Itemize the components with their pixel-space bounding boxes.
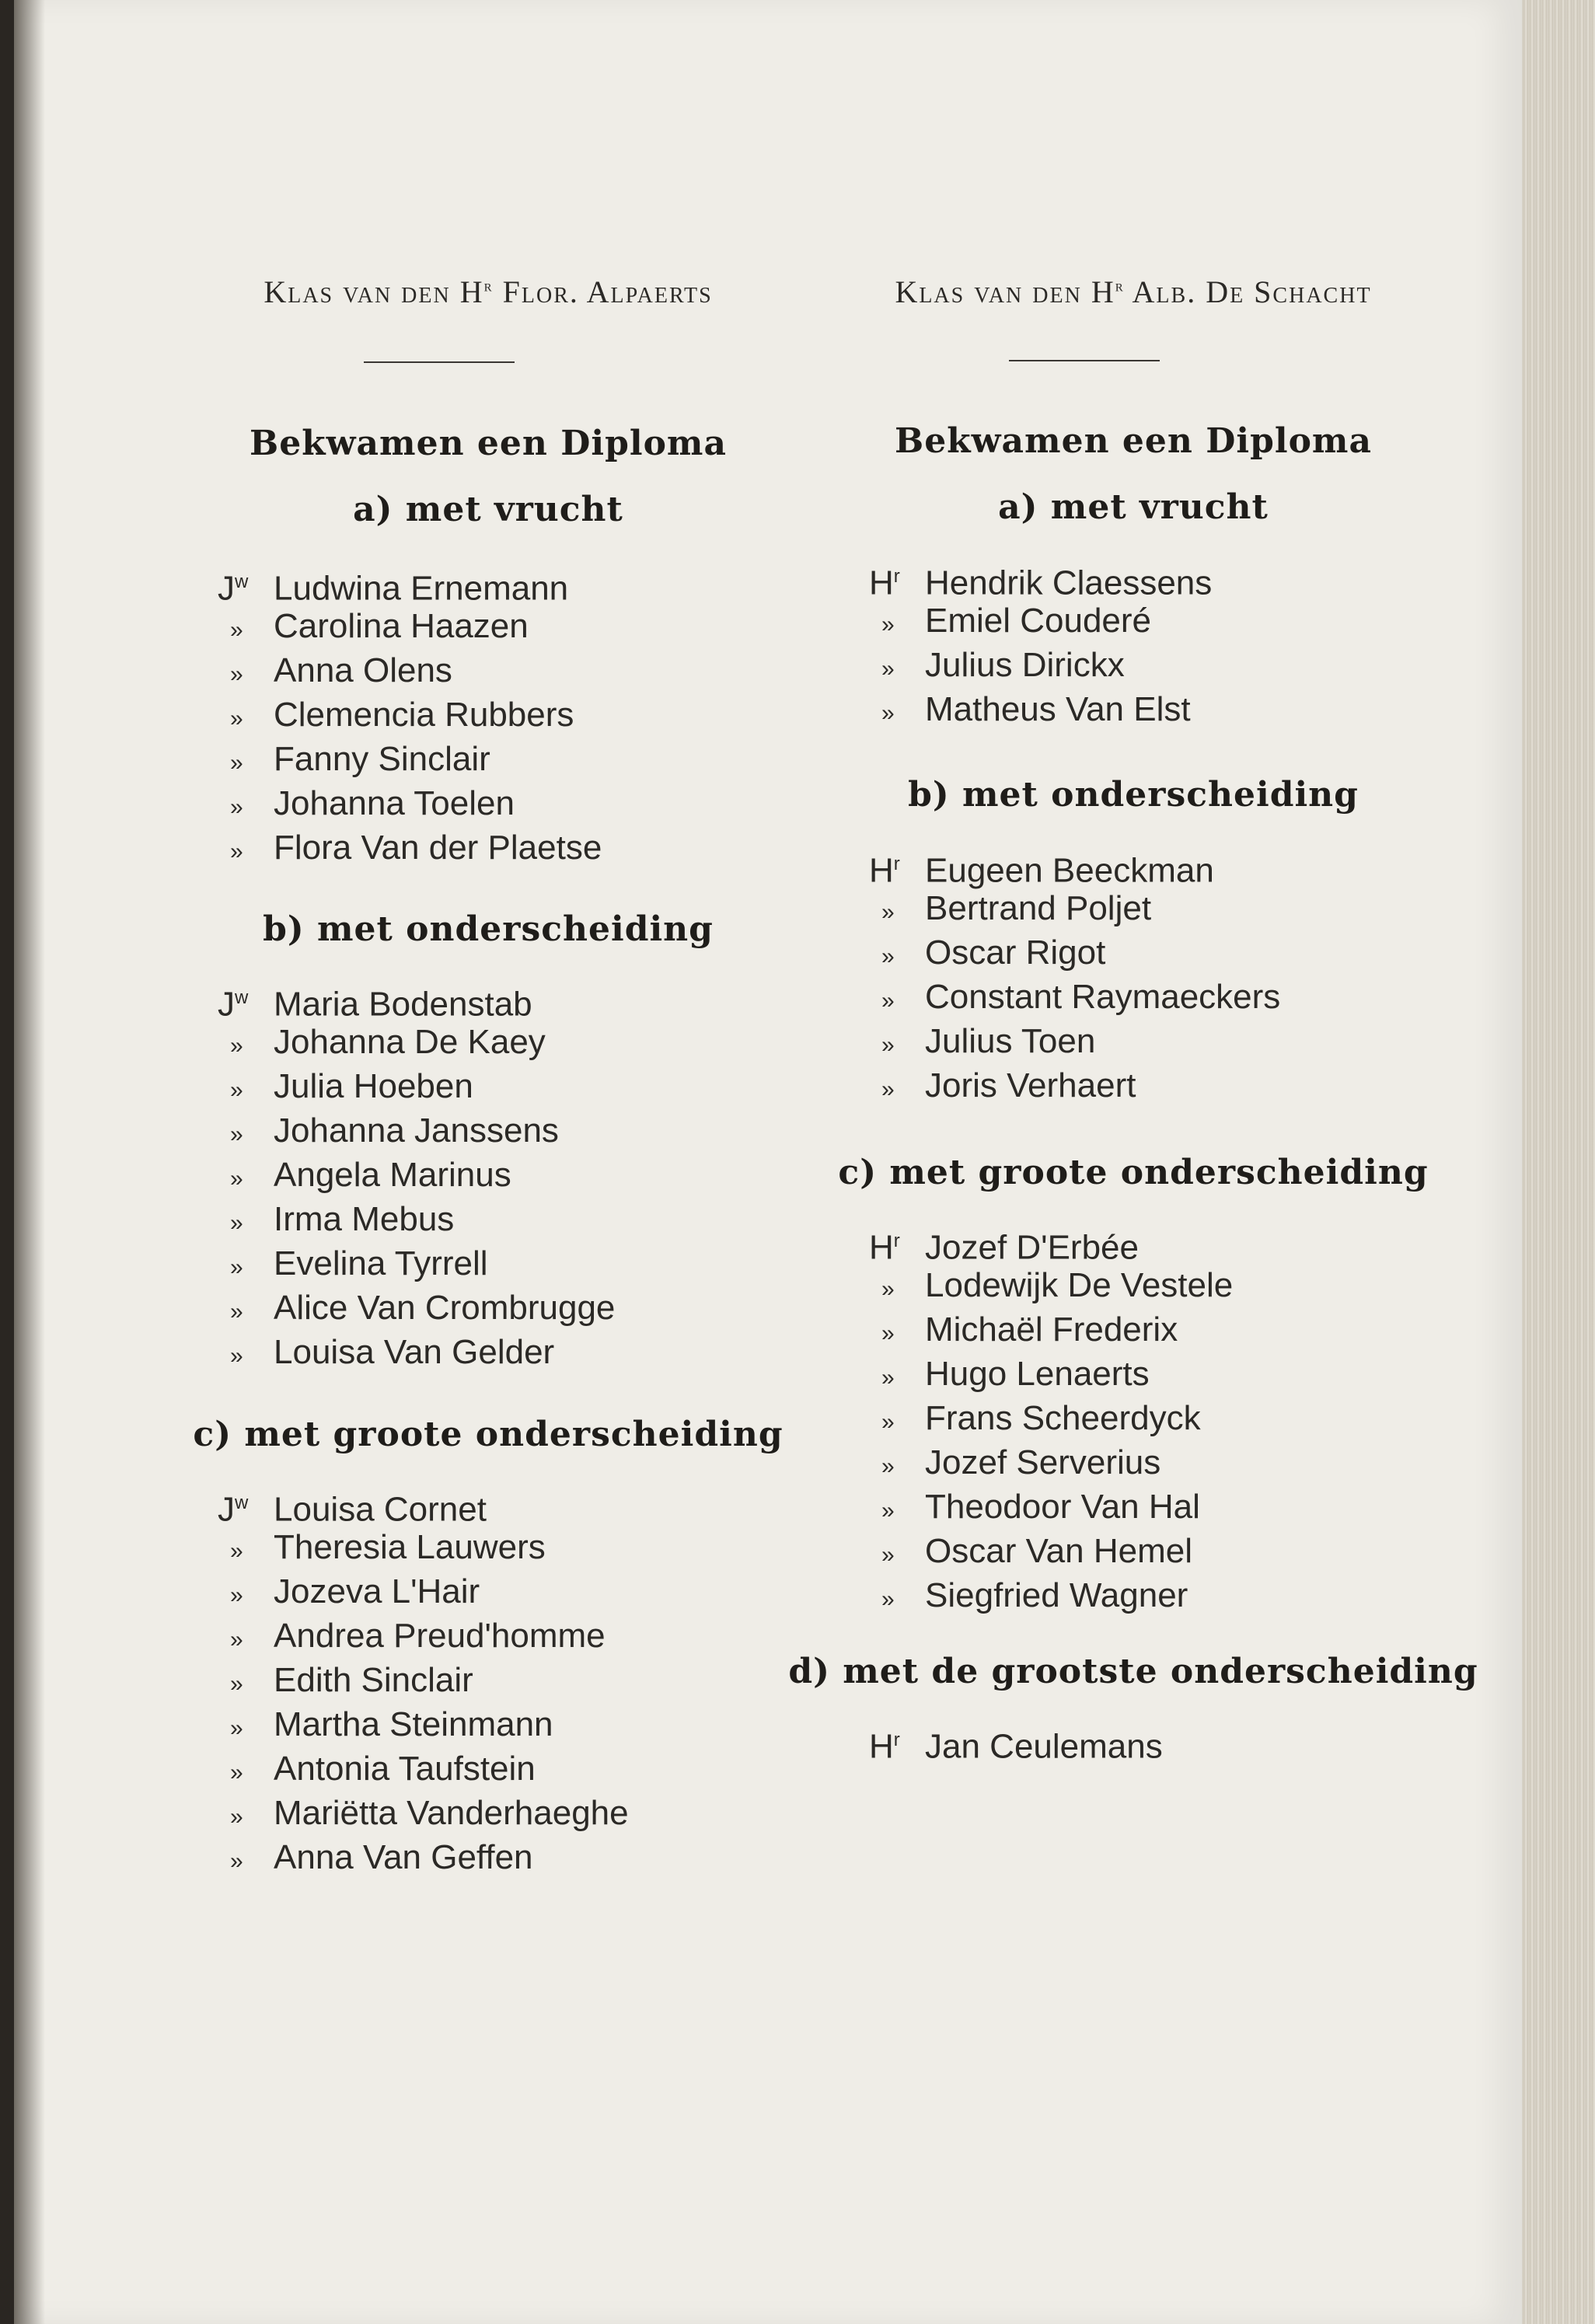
section-label: b) met onderscheiding [908,775,1359,815]
prefix-sup: w [235,1492,249,1513]
person-name: Mariëtta Vanderhaeghe [274,1794,629,1832]
ditto-mark: » [881,1586,895,1612]
ditto-mark: » [881,1276,895,1302]
list-item [869,1573,1188,1621]
list-item [218,975,532,1027]
section-label: d) met de grootste onderscheiding [788,1652,1478,1691]
list-item [869,975,1280,1023]
person-name: Andrea Preud'homme [274,1617,606,1655]
list-item [218,1525,546,1573]
section-label: c) met groote onderscheiding [193,1415,784,1454]
list-item [218,1569,480,1617]
ditto-mark: » [230,1538,243,1564]
section-label: a) met vrucht [998,487,1269,527]
person-name: Clemencia Rubbers [274,696,574,734]
class-title-right [776,274,1491,310]
list-item [218,1614,606,1662]
ditto-mark: » [230,794,243,820]
diploma-heading: Bekwamen een Diploma [895,421,1372,461]
person-name: Carolina Haazen [274,607,529,645]
list-item [218,1791,629,1839]
person-name: Frans Scheerdyck [925,1399,1201,1437]
list-item [218,1746,536,1795]
list-item [218,781,515,829]
list-item [869,1529,1192,1577]
person-name: Julius Dirickx [925,646,1125,684]
person-name: Evelina Tyrrell [274,1244,488,1282]
section-label: c) met groote onderscheiding [838,1153,1429,1192]
ditto-mark: » [230,1210,243,1236]
list-item [869,1307,1178,1356]
ditto-mark: » [230,1715,243,1741]
person-name: Hendrik Claessens [925,564,1213,602]
book-page [14,0,1522,2324]
prefix-letter: H [869,851,894,890]
divider-rule [1009,360,1160,361]
list-item [869,1219,1139,1270]
ditto-mark: » [881,1409,895,1435]
list-item [869,1263,1233,1311]
list-item [869,1718,1163,1769]
list-item [869,886,1151,934]
ditto-mark: » [881,612,895,637]
prefix-letter: J [218,569,235,608]
ditto-mark: » [230,1254,243,1280]
title-prefix [218,1481,274,1532]
person-name: Johanna De Kaey [274,1023,546,1061]
list-item [869,643,1125,691]
ditto-mark: » [230,1343,243,1369]
diploma-heading: Bekwamen een Diploma [250,424,727,463]
list-item [218,1108,559,1157]
ditto-mark: » [230,1166,243,1192]
class-title-text: Klas van den H [264,274,484,309]
list-item [869,687,1191,735]
list-item [218,737,490,785]
person-name: Bertrand Poljet [925,889,1152,927]
list-item [218,560,568,611]
person-name: Jan Ceulemans [925,1727,1163,1766]
person-name: Jozeva L'Hair [274,1572,480,1610]
ditto-mark: » [230,1077,243,1103]
list-item [218,1241,488,1289]
title-prefix [218,560,274,611]
person-name: Julius Toen [925,1022,1096,1060]
person-name: Flora Van der Plaetse [274,829,602,867]
list-item [869,554,1212,605]
prefix-letter: H [869,564,894,602]
ditto-mark: » [881,700,895,726]
ditto-mark: » [230,617,243,643]
ditto-mark: » [881,656,895,682]
list-item [218,1020,546,1068]
person-name: Emiel Couderé [925,602,1152,640]
ditto-mark: » [230,1627,243,1652]
person-name: Theresia Lauwers [274,1528,546,1566]
ditto-mark: » [881,1453,895,1479]
prefix-letter: H [869,1727,894,1766]
person-name: Irma Mebus [274,1200,455,1238]
ditto-mark: » [230,706,243,731]
title-prefix [869,1718,925,1769]
ditto-mark: » [230,1848,243,1874]
ditto-mark: » [881,1077,895,1102]
ditto-mark: » [230,1299,243,1324]
divider-rule [364,361,515,363]
person-name: Maria Bodenstab [274,985,532,1024]
list-item [869,1063,1136,1111]
list-item [869,930,1105,979]
person-name: Hugo Lenaerts [925,1355,1150,1393]
ditto-mark: » [230,750,243,776]
prefix-letter: H [869,1228,894,1267]
person-name: Joris Verhaert [925,1066,1136,1104]
list-item [218,1064,473,1112]
ditto-mark: » [230,1671,243,1697]
ditto-mark: » [881,1321,895,1346]
ditto-mark: » [230,1760,243,1785]
prefix-sup: r [893,1230,900,1251]
person-name: Anna Olens [274,651,452,689]
ditto-mark: » [230,839,243,864]
prefix-sup: r [893,853,900,874]
person-name: Johanna Janssens [274,1111,559,1150]
prefix-letter: J [218,1490,235,1529]
ditto-mark: » [230,1033,243,1059]
list-item [218,1330,554,1378]
person-name: Alice Van Crombrugge [274,1289,616,1327]
person-name: Lodewijk De Vestele [925,1266,1234,1304]
ditto-mark: » [230,661,243,687]
list-item [218,1658,473,1706]
person-name: Martha Steinmann [274,1705,553,1743]
person-name: Anna Van Geffen [274,1838,533,1876]
class-title-rest: Flor. Alpaerts [493,274,713,309]
list-item [869,598,1151,647]
list-item [218,1702,553,1750]
ditto-mark: » [230,1804,243,1830]
person-name: Edith Sinclair [274,1661,473,1699]
section-label: b) met onderscheiding [263,909,714,949]
class-title-text: Klas van den H [895,274,1115,309]
list-item [218,1153,511,1201]
title-prefix [869,554,925,605]
list-item [869,1440,1160,1488]
person-name: Jozef Serverius [925,1443,1161,1481]
list-item [218,825,602,874]
person-name: Antonia Taufstein [274,1750,536,1788]
title-prefix [218,975,274,1027]
class-title-sup: r [1115,275,1125,295]
list-item [869,842,1214,893]
list-item [869,1019,1095,1067]
person-name: Louisa Cornet [274,1490,487,1529]
person-name: Siegfried Wagner [925,1576,1188,1614]
class-title-rest: Alb. De Schacht [1124,274,1372,309]
person-name: Oscar Rigot [925,933,1106,972]
prefix-letter: J [218,985,235,1024]
page-edges [1522,0,1595,2324]
title-prefix [869,1219,925,1270]
person-name: Fanny Sinclair [274,740,490,778]
person-name: Johanna Toelen [274,784,515,822]
gutter-shadow [14,0,45,2324]
ditto-mark: » [881,899,895,925]
list-item [869,1352,1150,1400]
list-item [218,1835,533,1883]
person-name: Oscar Van Hemel [925,1532,1192,1570]
list-item [869,1396,1201,1444]
section-label: a) met vrucht [353,490,623,529]
person-name: Constant Raymaeckers [925,978,1281,1016]
ditto-mark: » [881,1365,895,1391]
class-title-left [131,274,846,310]
person-name: Julia Hoeben [274,1067,473,1105]
list-item [218,693,574,741]
ditto-mark: » [881,1032,895,1058]
prefix-sup: r [893,566,900,587]
ditto-mark: » [881,1542,895,1568]
list-item [869,1485,1200,1533]
prefix-sup: w [235,987,249,1008]
list-item [218,1286,615,1334]
person-name: Matheus Van Elst [925,690,1191,728]
person-name: Louisa Van Gelder [274,1333,555,1371]
ditto-mark: » [881,1498,895,1523]
ditto-mark: » [881,944,895,969]
list-item [218,648,452,696]
class-title-sup: r [483,275,494,295]
list-item [218,604,529,652]
ditto-mark: » [230,1122,243,1147]
list-item [218,1197,454,1245]
ditto-mark: » [230,1582,243,1608]
person-name: Theodoor Van Hal [925,1488,1200,1526]
list-item [218,1481,487,1532]
person-name: Eugeen Beeckman [925,851,1214,890]
person-name: Angela Marinus [274,1156,511,1194]
prefix-sup: r [893,1729,900,1750]
ditto-mark: » [881,988,895,1014]
person-name: Jozef D'Erbée [925,1228,1139,1267]
person-name: Ludwina Ernemann [274,569,569,608]
title-prefix [869,842,925,893]
prefix-sup: w [235,571,249,592]
person-name: Michaël Frederix [925,1310,1178,1349]
